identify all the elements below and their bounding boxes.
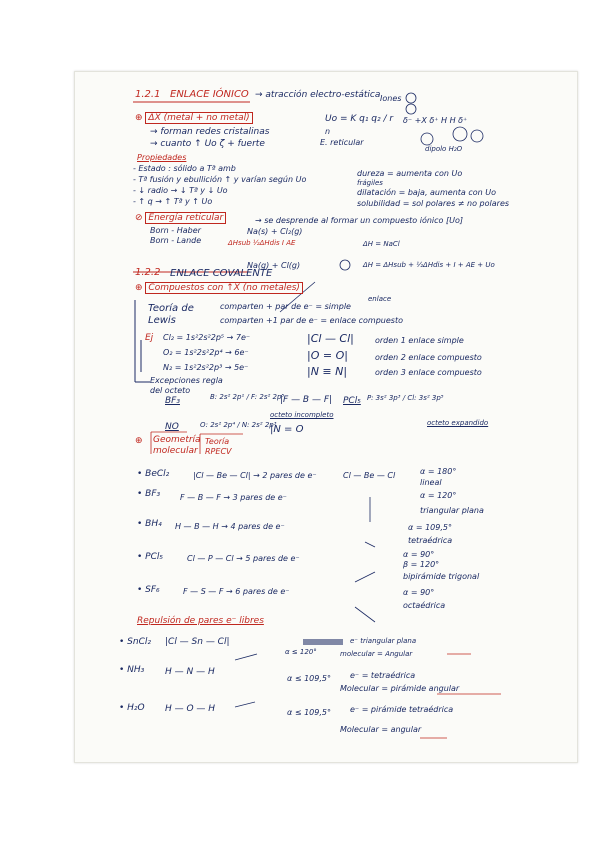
repulsion-title: Repulsión de pares e⁻ libres: [137, 616, 264, 626]
prop-right-1: dureza = aumenta con Uo: [357, 169, 463, 178]
section-desc: → atracción electro-estática: [255, 90, 381, 100]
rep-1: • SnCl₂: [119, 637, 151, 647]
cycle-sub: ΔHsub ½ΔHdis I AE: [228, 239, 296, 247]
rep-1-mol: molecular = Angular: [340, 650, 413, 658]
exceptions-2: del octeto: [150, 386, 191, 395]
energy-desc: → se desprende al formar un compuesto iónico [Uo]: [255, 216, 463, 225]
lewis-o2: |O = O|: [307, 349, 348, 362]
mol-4-angle: α = 90°: [403, 550, 435, 559]
lewis-1: Teoría de: [148, 303, 194, 314]
mol-5-angle: α = 90°: [403, 588, 435, 597]
order-2: orden 2 enlace compuesto: [375, 353, 482, 362]
order-3: orden 3 enlace compuesto: [375, 368, 482, 377]
section-number-2: 1.2.2: [135, 267, 161, 278]
rep-3-angle: α ≤ 109,5°: [287, 708, 331, 717]
rep-2-angle: α ≤ 109,5°: [287, 674, 331, 683]
mol-2-angle: α = 120°: [420, 491, 457, 500]
mol-1-geo: Cl — Be — Cl: [343, 471, 396, 480]
prop-2: - Tª fusión y ebullición ↑ y varían según Uo: [133, 175, 307, 184]
mol-4: • PCl₅: [137, 552, 163, 562]
rpecv-1: Teoría: [205, 437, 230, 446]
prop-4: - ↑ q → ↑ Tª y ↑ Uo: [133, 197, 213, 206]
mol-2-lewis: F — B — F → 3 pares de e⁻: [180, 493, 287, 502]
mol-3-angle: α = 109,5°: [408, 523, 452, 532]
uo-energy-label: E. reticular: [320, 138, 364, 147]
prop-right-1b: frágiles: [357, 179, 383, 187]
pcl5-note: octeto expandido: [427, 419, 489, 427]
lewis-c1: comparten + par de e⁻ = simple: [220, 302, 351, 311]
props-title: Propiedades: [137, 153, 187, 162]
prop-right-3: solubilidad = sol polares ≠ no polares: [357, 199, 510, 208]
lewis-c2: comparten +1 par de e⁻ = enlace compuesto: [220, 316, 403, 325]
rep-2-lewis: H — N — H: [165, 667, 215, 677]
mol-5-lewis: F — S — F → 6 pares de e⁻: [183, 587, 290, 596]
rep-1-e: e⁻ triangular plana: [350, 637, 417, 645]
bf3-note: octeto incompleto: [270, 411, 334, 419]
rep-1-lewis: |Cl — Sn — Cl|: [165, 637, 230, 647]
mol-1-lewis: |Cl — Be — Cl| → 2 pares de e⁻: [193, 471, 317, 480]
ionic-line-2: → cuanto ↑ Uo ζ + fuerte: [150, 139, 265, 149]
config-cl2: Cl₂ = 1s²2s²2p⁵ → 7e⁻: [163, 333, 251, 342]
ionic-subtitle: ΔX (metal + no metal): [145, 112, 252, 124]
lewis-2: Lewis: [148, 315, 176, 326]
no-label: NO: [165, 422, 179, 432]
mol-3-lewis: H — B — H → 4 pares de e⁻: [175, 522, 285, 531]
covalent-subtitle: Compuestos con ↑X (no metales): [145, 282, 303, 294]
mol-2: • BF₃: [137, 489, 161, 499]
rpecv-2: RPECV: [205, 447, 232, 456]
mol-4-angle-2: β = 120°: [403, 560, 440, 569]
rep-2-mol: Molecular = pirámide angular: [340, 684, 460, 693]
dipolo-label: dipolo H₂O: [425, 145, 463, 153]
dh-2: ΔH = ΔHsub + ½ΔHdis + I + AE + Uo: [363, 261, 495, 269]
config-o2: O₂ = 1s²2s²2p⁴ → 6e⁻: [163, 348, 249, 357]
cycle-equation: Na(s) + Cl₂(g): [247, 227, 303, 236]
dh-1: ΔH = NaCl: [363, 240, 400, 248]
bf3-config: B: 2s² 2p¹ / F: 2s² 2p⁵: [210, 393, 285, 401]
lewis-cl2: |Cl — Cl|: [307, 332, 354, 345]
mol-1-shape: lineal: [420, 478, 442, 487]
section-number: 1.2.1: [135, 89, 161, 100]
lewis-c1b: enlace: [368, 295, 392, 303]
rep-2-e: e⁻ = tetraédrica: [350, 671, 416, 680]
mol-3-shape: tetraédrica: [408, 536, 453, 545]
prop-3: - ↓ radio → ↓ Tª y ↓ Uo: [133, 186, 228, 195]
mol-2-shape: triangular plana: [420, 506, 484, 515]
mol-1-angle: α = 180°: [420, 467, 457, 476]
mol-1: • BeCl₂: [137, 469, 170, 479]
pcl5-config: P: 3s² 3p³ / Cl: 3s² 3p⁵: [367, 394, 444, 402]
rep-1-angle: α ≤ 120°: [285, 648, 317, 656]
mol-3: • BH₄: [137, 519, 162, 529]
cycle-gas: Na(g) + Cl(g): [247, 261, 301, 270]
no-config: O: 2s² 2p⁴ / N: 2s² 2p³: [200, 421, 277, 429]
prop-right-2: dilatación = baja, aumenta con Uo: [357, 188, 497, 197]
bf3-lewis: |F — B — F|: [280, 395, 333, 405]
mol-5: • SF₆: [137, 585, 160, 595]
rep-3-mol: Molecular = angular: [340, 725, 422, 734]
mol-4-lewis: Cl — P — Cl → 5 pares de e⁻: [187, 554, 300, 563]
ej-label: Ej: [145, 333, 154, 343]
pcl5-label: PCl₅: [343, 396, 361, 406]
rep-2: • NH₃: [119, 665, 145, 675]
lewis-n2: |N ≡ N|: [307, 365, 348, 378]
uo-formula: Uo = K q₁ q₂ / r: [325, 114, 394, 124]
iones-label: Iones: [380, 94, 402, 103]
order-1: orden 1 enlace simple: [375, 336, 464, 345]
geo-title-1: Geometría: [153, 435, 201, 445]
section-title-2: ENLACE COVALENTE: [170, 268, 273, 279]
config-n2: N₂ = 1s²2s²2p³ → 5e⁻: [163, 363, 249, 372]
mol-5-shape: octaédrica: [403, 601, 446, 610]
born-haber: Born - Haber: [150, 226, 201, 235]
notebook-page: 1.2.1 ENLACE IÓNICO → atracción electro-estática Iones ⊕ ΔX (metal + no metal) → forman redes cristalinas → cuanto ↑ Uo ζ + fuerte Uo = K q₁ q₂ / r n E. reticular δ⁻ +X δ⁺ H H δ⁺ dipolo H₂O Propiedades - Estado : sólido a Tª amb - Tª fusión y ebullición ↑ y varían según Uo - ↓ radio → ↓ Tª y ↓ Uo - ↑ q → ↑ Tª y ↑ Uo dureza = aumenta con Uo frágiles dilatación = baja, aumenta con Uo solubilidad = sol polares ≠ no polares ⊘ Energía reticular → se desprende al formar un compuesto iónico [Uo] Born - Haber Born - Lande Na(s) + Cl₂(g) ΔHsub ½ΔHdis I AE Na(g) + Cl(g) ΔH = NaCl ΔH = ΔHsub + ½ΔHdis + I + AE + Uo 1.2.2 ENLACE COVALENTE ⊕ Compuestos con ↑X (no metales) Teoría de Lewis comparten + par de e⁻ = simple enlace comparten +1 par de e⁻ = enlace compuesto Ej Cl₂ = 1s²2s²2p⁵ → 7e⁻ O₂ = 1s²2s²2p⁴ → 6e⁻ N₂ = 1s²2s²2p³ → 5e⁻ |Cl — Cl| |O = O| |N ≡ N| orden 1 enlace simple orden 2 enlace compuesto orden 3 enlace compuesto Excepciones regla del octeto BF₃ B: 2s² 2p¹ / F: 2s² 2p⁵ |F — B — F| octeto incompleto PCl₅ P: 3s² 3p³ / Cl: 3s² 3p⁵ octeto expandido NO O: 2s² 2p⁴ / N: 2s² 2p³ |N = O ⊕ Geometría molecular Teoría RPECV • BeCl₂ |Cl — Be — Cl| → 2 pares de e⁻ Cl — Be — Cl α = 180° lineal • BF₃ F — B — F → 3 pares de e⁻ α = 120° triangular plana • BH₄ H — B — H → 4 pares de e⁻ α = 109,5° tetraédrica • PCl₅ Cl — P — Cl → 5 pares de e⁻ α = 90° β = 120° bipirámide trigonal • SF₆ F — S — F → 6 pares de e⁻ α = 90° octaédrica Repulsión de pares e⁻ libres • SnCl₂ |Cl — Sn — Cl| α ≤ 120° e⁻ triangular plana molecular = Angular • NH₃ H — N — H α ≤ 109,5° e⁻ = tetraédrica Molecular = pirámide angular • H₂O H — O — H α ≤ 109,5° e⁻ = pirámide tetraédrica Molecular = angular: [74, 71, 578, 763]
bf3-label: BF₃: [165, 396, 180, 406]
rep-3: • H₂O: [119, 703, 145, 713]
exceptions-1: Excepciones regla: [150, 376, 223, 385]
mol-4-shape: bipirámide trigonal: [403, 572, 480, 581]
prop-1: - Estado : sólido a Tª amb: [133, 164, 236, 173]
ionic-line-1: → forman redes cristalinas: [150, 127, 270, 137]
uo-n: n: [325, 127, 331, 136]
polar-labels: δ⁻ +X δ⁺ H H δ⁺: [403, 116, 468, 125]
section-title: ENLACE IÓNICO: [170, 89, 249, 100]
energy-title: Energía reticular: [145, 212, 226, 224]
rep-3-e: e⁻ = pirámide tetraédrica: [350, 705, 454, 714]
geo-title-2: molecular: [153, 446, 198, 456]
no-lewis: |N = O: [270, 424, 304, 435]
born-lande: Born - Lande: [150, 236, 202, 245]
rep-3-lewis: H — O — H: [165, 704, 216, 714]
